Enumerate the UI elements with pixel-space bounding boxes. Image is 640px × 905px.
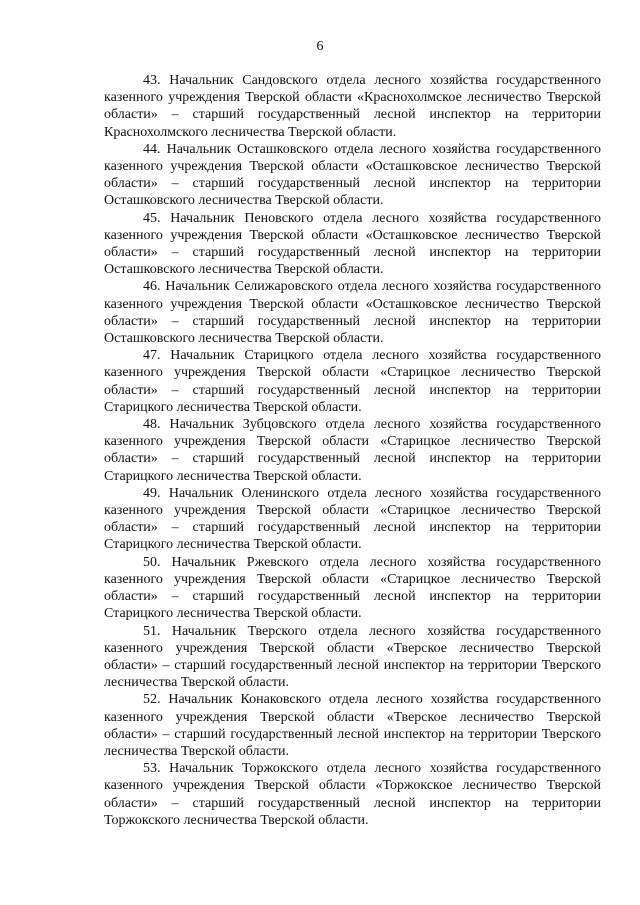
list-item: 51. Начальник Тверского отдела лесного хозяйства государственного казенного учреждения Тверской области «Тверское лесничество Тверской области» – старший государственный лесной инспектор на территории Тверского лесничества Тверской области. — [104, 623, 601, 691]
list-item: 50. Начальник Ржевского отдела лесного хозяйства государственного казенного учреждения Тверской области «Старицкое лесничество Тверской области» – старший государственный лесной инспектор на территории Старицкого лесничества Тверской области. — [104, 554, 601, 622]
document-body — [104, 72, 601, 829]
list-item: 47. Начальник Старицкого отдела лесного хозяйства государственного казенного учреждения Тверской области «Старицкое лесничество Тверской области» – старший государственный лесной инспектор на территории Старицкого лесничества Тверской области. — [104, 348, 601, 415]
list-item: 43. Начальник Сандовского отдела лесного хозяйства государственного казенного учреждения Тверской области «Краснохолмское лесничество Тверской области» – старший государственный лесной инспектор на территории Краснохолмского лесничества Тверской области. — [104, 73, 601, 140]
list-item: 48. Начальник Зубцовского отдела лесного хозяйства государственного казенного учреждения Тверской области «Старицкое лесничество Тверской области» – старший государственный лесной инспектор на территории Старицкого лесничества Тверской области. — [104, 417, 601, 484]
list-item: 52. Начальник Конаковского отдела лесного хозяйства государственного казенного учреждения Тверской области «Тверское лесничество Тверской области» – старший государственный лесной инспектор на территории Тверского лесничества Тверской области. — [104, 692, 601, 759]
list-item: 45. Начальник Пеновского отдела лесного хозяйства государственного казенного учреждения Тверской области «Осташковское лесничество Тверской области» – старший государственный лесной инспектор на территории Осташковского лесничества Тверской области. — [104, 210, 601, 278]
list-item: 44. Начальник Осташковского отдела лесного хозяйства государственного казенного учреждения Тверской области «Осташковское лесничество Тверской области» – старший государственный лесной инспектор на территории Осташковского лесничества Тверской области. — [104, 141, 601, 209]
list-item: 46. Начальник Селижаровского отдела лесного хозяйства государственного казенного учреждения Тверской области «Осташковское лесничество Тверской области» – старший государственный лесной инспектор на территории Осташковского лесничества Тверской области. — [104, 279, 601, 347]
page-number: 6 — [316, 39, 324, 54]
list-item: 49. Начальник Оленинского отдела лесного хозяйства государственного казенного учреждения Тверской области «Старицкое лесничество Тверской области» – старший государственный лесной инспектор на территории Старицкого лесничества Тверской области. — [104, 485, 601, 553]
list-item: 53. Начальник Торжокского отдела лесного хозяйства государственного казенного учреждения Тверской области «Торжокское лесничество Тверской области» – старший государственный лесной инспектор на территории Торжокского лесничества Тверской области. — [104, 761, 601, 828]
